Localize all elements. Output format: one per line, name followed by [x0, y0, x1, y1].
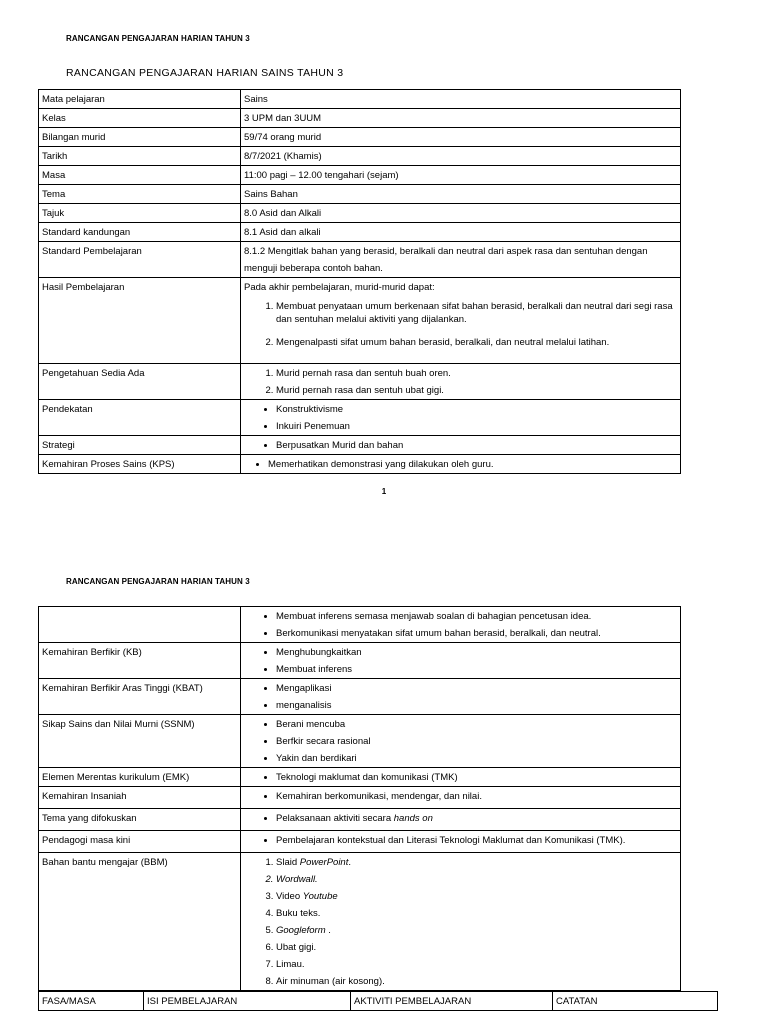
aid-text: Video: [276, 891, 303, 902]
row-label: Kemahiran Berfikir (KB): [39, 643, 241, 679]
list-item: • Inkuiri Penemuan: [276, 418, 677, 435]
table-row: [39, 223, 681, 242]
list-item: [276, 854, 677, 871]
table-row: [39, 607, 681, 643]
learning-outcome-list: [244, 300, 677, 349]
column-header: FASA/MASA: [39, 992, 144, 1011]
lesson-plan-table-continued: [38, 606, 681, 991]
table-row: [39, 90, 681, 109]
emk-list: [244, 769, 677, 786]
table-row: [39, 128, 681, 147]
list-item: • Konstruktivisme: [276, 401, 677, 418]
phase-table: [38, 991, 718, 1011]
row-value: [241, 400, 681, 436]
row-value: [241, 679, 681, 715]
list-item: • Mengaplikasi: [276, 680, 677, 697]
aid-italic-text: PowerPoint: [299, 857, 349, 868]
table-header-row: [39, 992, 718, 1011]
table-row: [39, 715, 681, 768]
page-header: RANCANGAN PENGAJARAN HARIAN TAHUN 3: [66, 577, 250, 586]
prior-knowledge-list: [244, 365, 677, 399]
teaching-aids-list: [244, 854, 677, 990]
row-value: [241, 809, 681, 831]
table-row: [39, 787, 681, 809]
list-item: 4. Buku teks.: [276, 905, 677, 922]
list-item: 1. Membuat penyataan umum berkenaan sifat bahan berasid, beralkali dan neutral dari segi rasa dan sentuhan melalui aktiviti yang dijalankan.: [276, 300, 677, 326]
aid-text: Slaid: [276, 857, 300, 868]
kbat-list: [244, 680, 677, 714]
aid-text: .: [325, 925, 331, 936]
row-label: Pendagogi masa kini: [39, 831, 241, 853]
row-label: Kemahiran Berfikir Aras Tinggi (KBAT): [39, 679, 241, 715]
table-row: [39, 679, 681, 715]
row-value: [241, 831, 681, 853]
document-title: RANCANGAN PENGAJARAN HARIAN SAINS TAHUN 3: [66, 67, 344, 79]
kb-list: [244, 644, 677, 678]
list-item: • Menghubungkaitkan: [276, 644, 677, 661]
list-item: • Berani mencuba: [276, 716, 677, 733]
row-label: Standard kandungan: [39, 223, 241, 242]
row-label: Masa: [39, 166, 241, 185]
list-item: 6. Ubat gigi.: [276, 939, 677, 956]
row-label: Kemahiran Insaniah: [39, 787, 241, 809]
row-label: Sikap Sains dan Nilai Murni (SSNM): [39, 715, 241, 768]
row-label: Tema yang difokuskan: [39, 809, 241, 831]
list-item: • Berkomunikasi menyatakan sifat umum bahan berasid, beralkali, dan neutral.: [276, 625, 677, 642]
theme-text: Pelaksanaan aktiviti secara: [276, 813, 394, 824]
column-header: CATATAN: [553, 992, 718, 1011]
aid-text: .: [348, 857, 351, 868]
strategy-list: [244, 437, 677, 454]
row-label: Tajuk: [39, 204, 241, 223]
table-row: [39, 455, 681, 474]
row-value: [241, 455, 681, 474]
aid-italic-text: Youtube: [302, 891, 338, 902]
list-item: [276, 922, 677, 939]
page-number: 1: [381, 487, 387, 496]
row-label: Tema: [39, 185, 241, 204]
row-label: Tarikh: [39, 147, 241, 166]
row-value: 8.0 Asid dan Alkali: [241, 204, 681, 223]
table-row: [39, 242, 681, 278]
kps-list: [244, 456, 677, 473]
row-label: [39, 607, 241, 643]
table-row: [39, 768, 681, 787]
table-row: [39, 109, 681, 128]
row-label: Standard Pembelajaran: [39, 242, 241, 278]
row-value: 11:00 pagi – 12.00 tengahari (sejam): [241, 166, 681, 185]
row-value: 8.1.2 Mengitlak bahan yang berasid, beralkali dan neutral dari aspek rasa dan sentuhan dengan menguji beberapa contoh bahan.: [241, 242, 681, 278]
aid-italic-text: Googleform: [276, 925, 326, 936]
row-value: [241, 436, 681, 455]
row-value: 3 UPM dan 3UUM: [241, 109, 681, 128]
row-label: Bilangan murid: [39, 128, 241, 147]
pedagogy-list: [244, 832, 677, 849]
list-item: 8. Air minuman (air kosong).: [276, 973, 677, 990]
row-value: 59/74 orang murid: [241, 128, 681, 147]
row-value: 8.1 Asid dan alkali: [241, 223, 681, 242]
table-row: [39, 278, 681, 364]
list-item: • Membuat inferens: [276, 661, 677, 678]
table-row: [39, 436, 681, 455]
learning-outcome-intro: Pada akhir pembelajaran, murid-murid dapat:: [244, 282, 435, 293]
list-item: 7. Limau.: [276, 956, 677, 973]
row-label: Bahan bantu mengajar (BBM): [39, 853, 241, 991]
row-value: Sains Bahan: [241, 185, 681, 204]
table-row: [39, 400, 681, 436]
approach-list: [244, 401, 677, 435]
list-item: • Kemahiran berkomunikasi, mendengar, dan nilai.: [276, 788, 677, 805]
row-value: [241, 768, 681, 787]
row-label: Strategi: [39, 436, 241, 455]
row-label: Kemahiran Proses Sains (KPS): [39, 455, 241, 474]
column-header: AKTIVITI PEMBELAJARAN: [351, 992, 553, 1011]
row-value: [241, 787, 681, 809]
table-row: [39, 204, 681, 223]
list-item: • Memerhatikan demonstrasi yang dilakukan oleh guru.: [268, 456, 677, 473]
row-label: Hasil Pembelajaran: [39, 278, 241, 364]
row-value: [241, 715, 681, 768]
lesson-plan-table: [38, 89, 681, 474]
list-item: • Membuat inferens semasa menjawab soalan di bahagian pencetusan idea.: [276, 608, 677, 625]
table-row: [39, 831, 681, 853]
list-item: • menganalisis: [276, 697, 677, 714]
list-item: 2. Wordwall.: [276, 871, 677, 888]
row-value: [241, 278, 681, 364]
table-row: [39, 643, 681, 679]
list-item: • Teknologi maklumat dan komunikasi (TMK): [276, 769, 677, 786]
theme-list: [244, 810, 677, 827]
row-label: Pengetahuan Sedia Ada: [39, 364, 241, 400]
table-row: [39, 853, 681, 991]
theme-italic-text: hands on: [393, 813, 433, 824]
table-row: [39, 185, 681, 204]
list-item: 1. Murid pernah rasa dan sentuh buah oren.: [276, 365, 677, 382]
list-item: [276, 888, 677, 905]
row-value: Sains: [241, 90, 681, 109]
list-item: [276, 810, 677, 827]
row-value: [241, 364, 681, 400]
ssnm-list: [244, 716, 677, 767]
row-label: Pendekatan: [39, 400, 241, 436]
row-label: Elemen Merentas kurikulum (EMK): [39, 768, 241, 787]
table-row: [39, 147, 681, 166]
list-item: • Berfkir secara rasional: [276, 733, 677, 750]
row-value: [241, 607, 681, 643]
table-row: [39, 364, 681, 400]
list-item: • Yakin dan berdikari: [276, 750, 677, 767]
soft-skills-list: [244, 788, 677, 805]
row-value: [241, 853, 681, 991]
table-row: [39, 809, 681, 831]
row-label: Mata pelajaran: [39, 90, 241, 109]
row-value: 8/7/2021 (Khamis): [241, 147, 681, 166]
row-label: Kelas: [39, 109, 241, 128]
list-item: 2. Murid pernah rasa dan sentuh ubat gigi.: [276, 382, 677, 399]
column-header: ISI PEMBELAJARAN: [144, 992, 351, 1011]
page-header: RANCANGAN PENGAJARAN HARIAN TAHUN 3: [66, 34, 250, 43]
kps-continued-list: [244, 608, 677, 642]
row-value: [241, 643, 681, 679]
table-row: [39, 166, 681, 185]
list-item: 2. Mengenalpasti sifat umum bahan berasid, beralkali, dan neutral melalui latihan.: [276, 336, 677, 349]
list-item: • Pembelajaran kontekstual dan Literasi Teknologi Maklumat dan Komunikasi (TMK).: [276, 832, 677, 849]
list-item: • Berpusatkan Murid dan bahan: [276, 437, 677, 454]
